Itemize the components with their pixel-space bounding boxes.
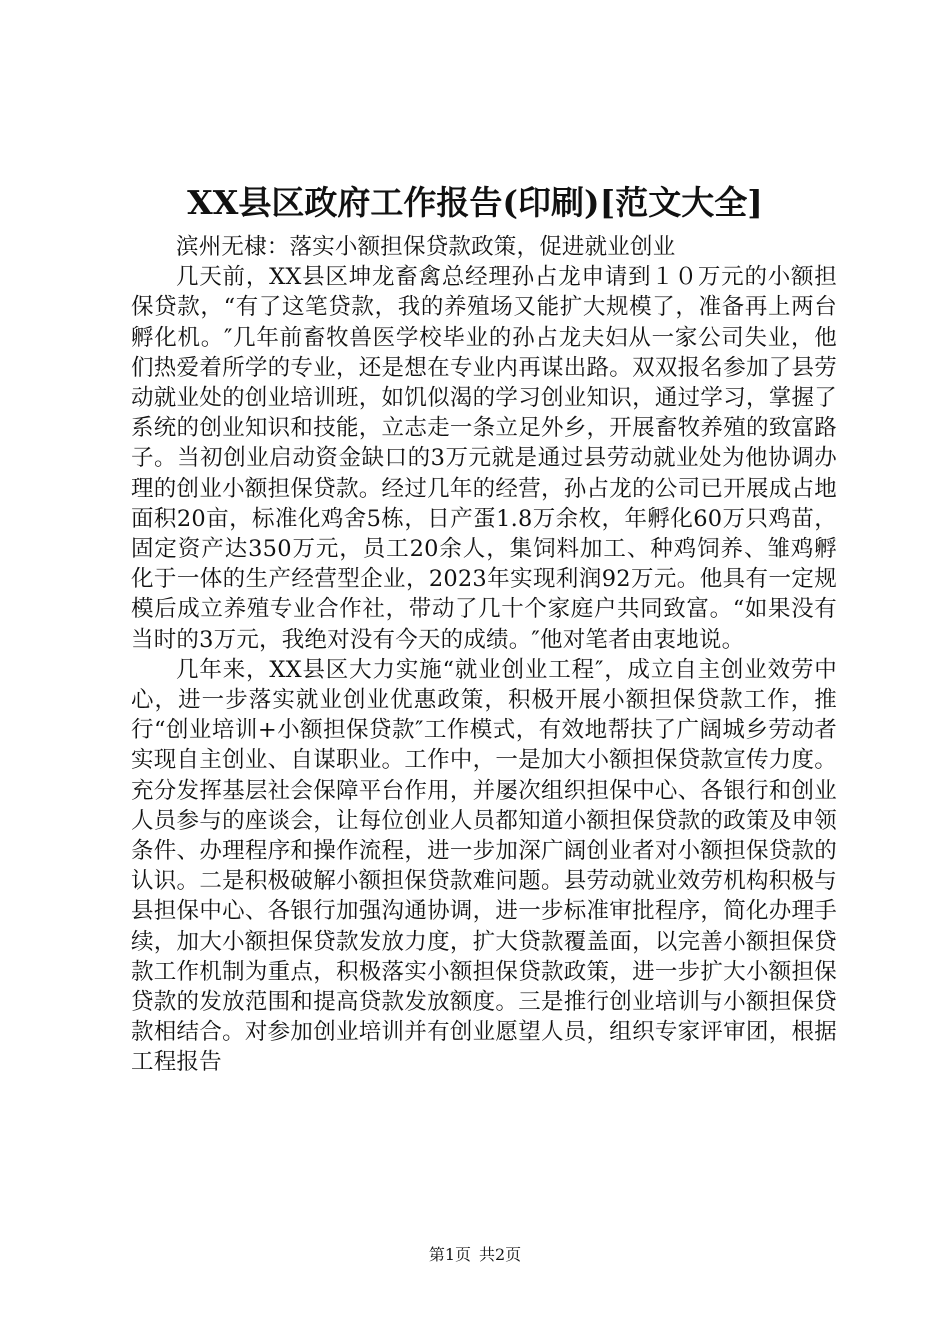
document-body — [131, 232, 837, 1078]
body-paragraph: 几年来，XX县区大力实施“就业创业工程″，成立自主创业效劳中心，进一步落实就业创业优惠政策，积极开展小额担保贷款工作，推行“创业培训+小额担保贷款″工作模式，有效地帮扶了广阔城乡劳动者实现自主创业、自谋职业。工作中，一是加大小额担保贷款宣传力度。充分发挥基层社会保障平台作用，并屡次组织担保中心、各银行和创业人员参与的座谈会，让每位创业人员都知道小额担保贷款的政策及申领条件、办理程序和操作流程，进一步加深广阔创业者对小额担保贷款的认识。二是积极破解小额担保贷款难问题。县劳动就业效劳机构积极与县担保中心、各银行加强沟通协调，进一步标准审批程序，简化办理手续，加大小额担保贷款发放力度，扩大贷款覆盖面，以完善小额担保贷款工作机制为重点，积极落实小额担保贷款政策，进一步扩大小额担保贷款的发放范围和提高贷款发放额度。三是推行创业培训与小额担保贷款相结合。对参加创业培训并有创业愿望人员，组织专家评审团，根据工程报告 — [131, 656, 837, 1076]
page-number: 第1页 — [428, 1245, 471, 1264]
document-title: XX县区政府工作报告(印刷)[范文大全] — [187, 183, 763, 222]
page-footer — [0, 1244, 950, 1266]
body-paragraph-subtitle: 滨州无棣：落实小额担保贷款政策，促进就业创业 — [176, 234, 676, 260]
page-total: 共2页 — [479, 1245, 522, 1264]
body-paragraph: 几天前，XX县区坤龙畜禽总经理孙占龙申请到１０万元的小额担保贷款，“有了这笔贷款，我的养殖场又能扩大规模了，准备再上两台孵化机。″几年前畜牧兽医学校毕业的孙占龙夫妇从一家公司失业，他们热爱着所学的专业，还是想在专业内再谋出路。双双报名参加了县劳动就业处的创业培训班，如饥似渴的学习创业知识，通过学习，掌握了系统的创业知识和技能，立志走一条立足外乡，开展畜牧养殖的致富路子。当初创业启动资金缺口的3万元就是通过县劳动就业处为他协调办理的创业小额担保贷款。经过几年的经营，孙占龙的公司已开展成占地面积20亩，标准化鸡舍5栋，日产蛋1.8万余枚，年孵化60万只鸡苗，固定资产达350万元，员工20余人，集饲料加工、种鸡饲养、雏鸡孵化于一体的生产经营型企业，2023年实现利润92万元。他具有一定规模后成立养殖专业合作社，带动了几十个家庭户共同致富。“如果没有当时的3万元，我绝对没有今天的成绩。″他对笔者由衷地说。 — [131, 264, 837, 653]
